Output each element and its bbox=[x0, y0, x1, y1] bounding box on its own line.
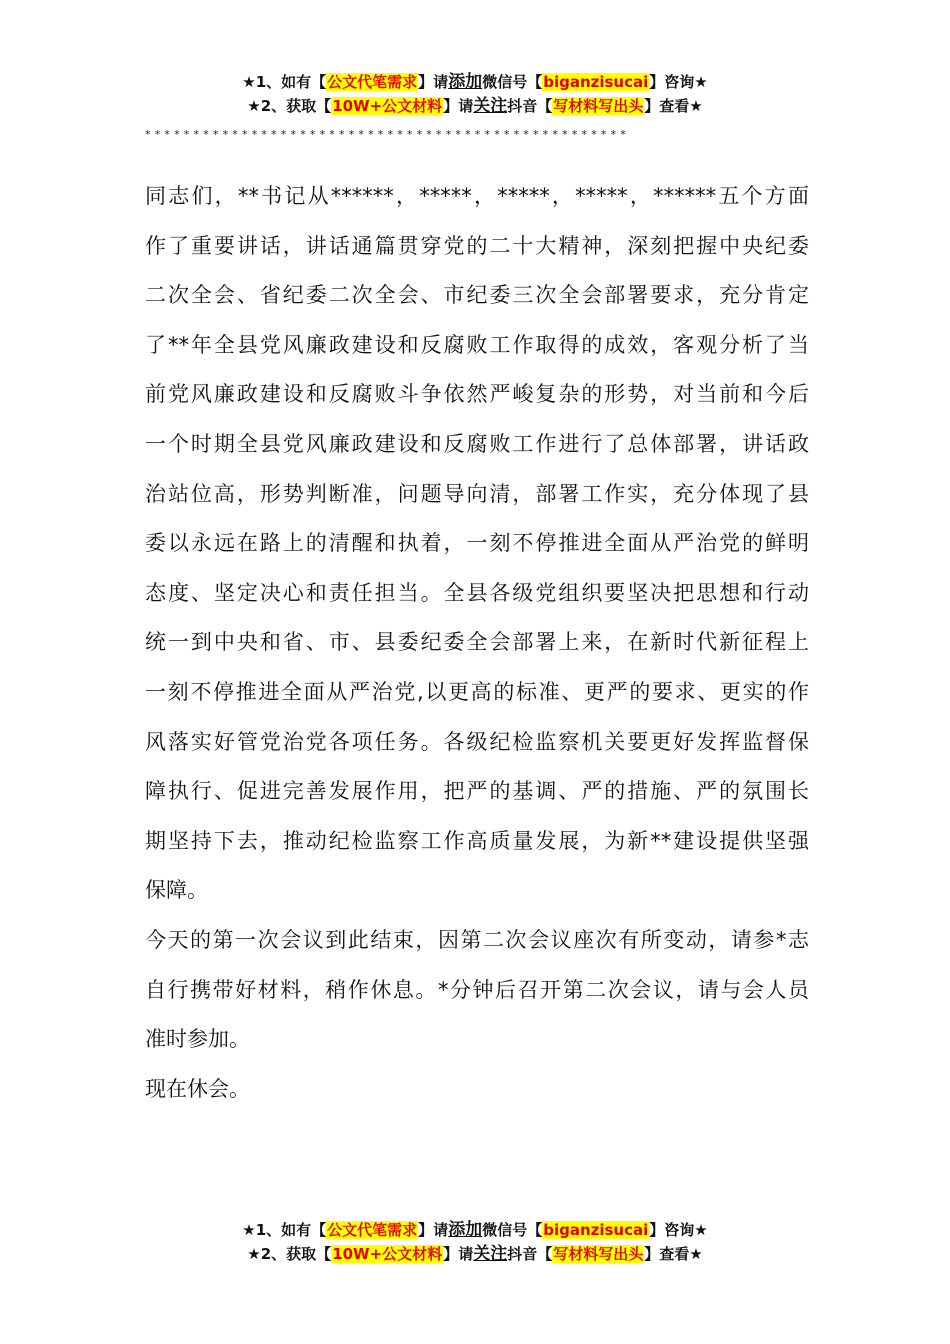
header-ad-line-1: ★1、如有【公文代笔需求】请添加微信号【biganzisucai】咨询★ bbox=[242, 72, 708, 92]
header-ad bbox=[0, 70, 950, 118]
text-line: 了**年全县党风廉政建设和反腐败工作取得的成效，客观分析了当 bbox=[145, 332, 809, 357]
text-line: 风落实好管党治党各项任务。各级纪检监察机关要更好发挥监督保 bbox=[145, 729, 809, 754]
text-line: 同志们，**书记从******，*****，*****，*****，******五个方面 bbox=[145, 184, 809, 208]
highlight-materials: 10W+公文材料 bbox=[332, 97, 443, 115]
footer-ad-line-1: ★1、如有【公文代笔需求】请添加微信号【biganzisucai】咨询★ bbox=[242, 1220, 708, 1240]
paragraph-adjourn bbox=[145, 1065, 809, 1115]
text-line: 二次全会、省纪委二次全会、市纪委三次全会部署要求，充分肯定 bbox=[145, 283, 809, 308]
text-line: 治站位高，形势判断准，问题导向清，部署工作实，充分体现了县 bbox=[145, 481, 809, 506]
text-line: 今天的第一次会议到此结束，因第二次会议座次有所变动，请参*志 bbox=[145, 927, 809, 952]
header-ad-line-2: ★2、获取【10W+公文材料】请关注抖音【写材料写出头】查看★ bbox=[247, 96, 703, 116]
text-line: 障执行、促进完善发展作用，把严的基调、严的措施、严的氛围长 bbox=[145, 779, 809, 804]
text-line: 委以永远在路上的清醒和执着，一刻不停推进全面从严治党的鲜明 bbox=[145, 531, 809, 556]
text-line: 自行携带好材料，稍作休息。*分钟后召开第二次会议，请与会人员 bbox=[145, 977, 809, 1002]
text-line: 统一到中央和省、市、县委纪委全会部署上来，在新时代新征程上 bbox=[145, 630, 809, 655]
separator-line: ************************************************** bbox=[145, 128, 630, 141]
text-line: 作了重要讲话，讲话通篇贯穿党的二十大精神，深刻把握中央纪委 bbox=[145, 233, 809, 258]
text-line: 前党风廉政建设和反腐败斗争依然严峻复杂的形势，对当前和今后 bbox=[145, 382, 809, 407]
paragraph-speech-summary bbox=[145, 172, 809, 916]
highlight-materials: 10W+公文材料 bbox=[332, 1245, 443, 1263]
text-line: 准时参加。 bbox=[145, 1027, 250, 1052]
footer-ad bbox=[0, 1218, 950, 1266]
highlight-wechat-id: biganzisucai bbox=[543, 1221, 649, 1239]
text-line: 一刻不停推进全面从严治党,以更高的标准、更严的要求、更实的作 bbox=[145, 679, 809, 704]
text-line: 保障。 bbox=[145, 878, 208, 903]
text-line: 现在休会。 bbox=[145, 1076, 250, 1101]
highlight-wechat-id: biganzisucai bbox=[543, 73, 649, 91]
footer-ad-line-2: ★2、获取【10W+公文材料】请关注抖音【写材料写出头】查看★ bbox=[247, 1244, 703, 1264]
text-line: 态度、坚定决心和责任担当。全县各级党组织要坚决把思想和行动 bbox=[145, 580, 809, 605]
highlight-douyin: 写材料写出头 bbox=[553, 1245, 644, 1263]
highlight-service: 公文代笔需求 bbox=[327, 1221, 418, 1239]
highlight-douyin: 写材料写出头 bbox=[553, 97, 644, 115]
text-line: 一个时期全县党风廉政建设和反腐败工作进行了总体部署，讲话政 bbox=[145, 431, 809, 456]
text-line: 期坚持下去，推动纪检监察工作高质量发展，为新**建设提供坚强 bbox=[145, 828, 809, 853]
paragraph-meeting-notice bbox=[145, 916, 809, 1065]
document-body bbox=[145, 172, 809, 1114]
highlight-service: 公文代笔需求 bbox=[327, 73, 418, 91]
